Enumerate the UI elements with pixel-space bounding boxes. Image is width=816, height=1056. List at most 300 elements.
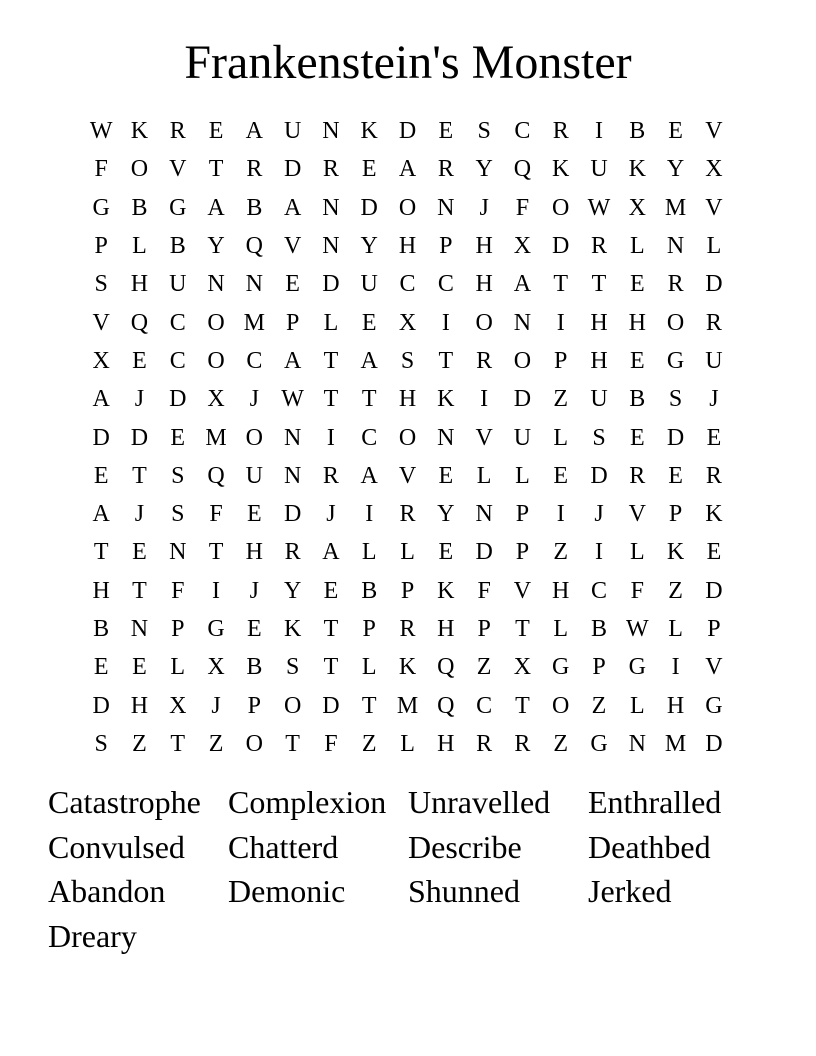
grid-letter: G	[666, 347, 685, 374]
grid-letter: Y	[283, 577, 302, 604]
grid-letter: C	[169, 347, 186, 374]
grid-letter: K	[437, 577, 455, 604]
grid-letter: R	[476, 730, 493, 757]
grid-letter: W	[625, 616, 649, 642]
grid-letter: G	[628, 654, 646, 681]
grid-letter: H	[437, 616, 455, 642]
word-list-item: Dreary	[48, 918, 137, 955]
grid-letter: Q	[245, 233, 263, 260]
grid-letter: T	[515, 616, 530, 642]
grid-letter: D	[322, 271, 340, 298]
grid-letter: J	[211, 692, 221, 719]
grid-letter: C	[361, 424, 378, 451]
grid-letter: E	[285, 271, 300, 298]
grid-letter: H	[590, 309, 608, 336]
grid-letter: H	[628, 309, 646, 336]
grid-letter: B	[169, 233, 186, 260]
grid-letter: G	[92, 194, 110, 221]
grid-letter: D	[169, 386, 187, 413]
grid-letter: S	[171, 462, 185, 489]
grid-letter: W	[281, 386, 304, 413]
grid-letter: E	[629, 271, 645, 298]
grid-letter: E	[438, 118, 454, 145]
grid-letter: F	[94, 156, 108, 183]
grid-letter: O	[207, 347, 225, 374]
grid-letter: E	[132, 347, 147, 374]
grid-letter: B	[246, 194, 263, 221]
grid-letter: D	[283, 501, 302, 528]
grid-letter: Y	[475, 156, 493, 183]
word-list-item: Complexion	[228, 784, 387, 820]
grid-letter: O	[245, 730, 263, 757]
grid-letter: F	[324, 730, 338, 757]
grid-letter: N	[628, 730, 646, 757]
grid-letter: D	[666, 424, 685, 451]
grid-letter: R	[399, 501, 416, 528]
grid-letter: U	[705, 347, 723, 374]
grid-letter: R	[476, 347, 493, 374]
grid-letter: O	[475, 309, 493, 336]
grid-letter: Z	[361, 730, 377, 757]
grid-letter: O	[513, 347, 532, 374]
grid-letter: I	[595, 539, 603, 566]
grid-letter: C	[399, 271, 416, 298]
grid-letter: R	[629, 462, 646, 489]
grid-letter: L	[323, 309, 339, 336]
grid-letter: H	[398, 386, 417, 413]
grid-letter: O	[207, 309, 225, 336]
grid-letter: T	[170, 730, 186, 757]
word-list-item: Shunned	[408, 873, 520, 910]
grid-letter: R	[667, 271, 684, 298]
grid-letter: P	[400, 577, 415, 604]
grid-letter: K	[705, 501, 723, 528]
grid-letter: E	[668, 118, 683, 145]
grid-letter: L	[706, 233, 722, 260]
grid-letter: J	[326, 501, 336, 528]
grid-letter: P	[285, 309, 300, 336]
grid-letter: T	[323, 386, 339, 413]
grid-letter: H	[130, 692, 149, 719]
grid-letter: E	[132, 654, 147, 681]
grid-letter: H	[666, 692, 685, 719]
grid-letter: P	[171, 616, 185, 642]
grid-letter: V	[628, 501, 646, 528]
grid-letter: O	[398, 424, 417, 451]
grid-letter: E	[706, 539, 722, 566]
grid-letter: I	[441, 309, 450, 336]
grid-letter: N	[245, 271, 263, 298]
grid-letter: V	[705, 654, 723, 681]
grid-letter: S	[668, 386, 683, 413]
grid-letter: E	[361, 156, 377, 183]
grid-letter: K	[360, 118, 378, 145]
grid-letter: J	[709, 386, 719, 413]
grid-letter: L	[629, 539, 645, 566]
grid-letter: U	[245, 462, 263, 489]
grid-letter: H	[92, 577, 110, 604]
grid-letter: A	[207, 194, 225, 221]
grid-letter: A	[360, 462, 378, 489]
word-list-item: Chatterd	[228, 828, 339, 865]
grid-letter: A	[283, 194, 302, 221]
grid-letter: X	[207, 386, 225, 413]
page-title: Frankenstein's Monster	[184, 36, 632, 89]
grid-letter: Y	[360, 233, 378, 260]
grid-letter: N	[283, 424, 302, 451]
grid-letter: V	[169, 156, 187, 183]
grid-letter: L	[361, 539, 377, 566]
grid-letter: H	[552, 577, 570, 604]
grid-letter: J	[249, 577, 259, 604]
grid-letter: O	[245, 424, 263, 451]
grid-letter: N	[437, 194, 455, 221]
grid-letter: E	[208, 118, 224, 145]
word-list-item: Jerked	[588, 873, 672, 910]
grid-letter: A	[360, 347, 378, 374]
grid-letter: K	[130, 118, 149, 145]
grid-letter: E	[361, 309, 377, 336]
word-list-item: Catastrophe	[48, 784, 201, 820]
grid-letter: L	[629, 233, 645, 260]
word-list	[48, 780, 768, 959]
grid-letter: T	[132, 462, 147, 489]
grid-letter: O	[130, 156, 149, 183]
grid-letter: E	[438, 539, 454, 566]
grid-letter: S	[285, 654, 300, 681]
grid-letter: H	[398, 233, 417, 260]
grid-letter: S	[94, 730, 108, 757]
grid-letter: K	[552, 156, 570, 183]
grid-letter: N	[130, 616, 149, 642]
grid-letter: Q	[437, 692, 455, 719]
word-list-item: Deathbed	[588, 828, 711, 865]
grid-letter: P	[668, 501, 683, 528]
grid-letter: V	[398, 462, 417, 489]
grid-letter: P	[439, 233, 453, 260]
grid-letter: R	[591, 233, 608, 260]
grid-letter: E	[247, 616, 262, 642]
grid-letter: R	[169, 118, 186, 145]
grid-letter: X	[513, 654, 532, 681]
grid-letter: T	[93, 539, 109, 566]
word-list-item: Abandon	[48, 873, 166, 910]
grid-letter: K	[628, 156, 646, 183]
grid-letter: E	[170, 424, 186, 451]
grid-letter: D	[398, 118, 417, 145]
grid-letter: C	[246, 347, 263, 374]
grid-letter: N	[513, 309, 532, 336]
grid-letter: L	[515, 462, 530, 489]
grid-letter: V	[705, 194, 723, 221]
grid-letter: L	[400, 539, 415, 566]
grid-letter: X	[92, 347, 110, 374]
grid-letter: N	[283, 462, 302, 489]
grid-letter: T	[591, 271, 607, 298]
grid-letter: P	[515, 501, 530, 528]
grid-letter: L	[132, 233, 147, 260]
grid-letter: L	[553, 616, 569, 642]
grid-letter: P	[707, 616, 721, 642]
grid-letter: T	[361, 692, 377, 719]
grid-letter: Z	[132, 730, 147, 757]
grid-letter: P	[362, 616, 376, 642]
grid-letter: I	[595, 118, 603, 145]
grid-letter: B	[246, 654, 263, 681]
grid-letter: T	[323, 654, 339, 681]
grid-letter: U	[360, 271, 378, 298]
grid-letter: O	[552, 692, 570, 719]
grid-letter: M	[243, 309, 265, 336]
grid-letter: X	[207, 654, 225, 681]
word-list-item: Unravelled	[408, 784, 551, 820]
grid-letter: H	[437, 730, 455, 757]
grid-letter: F	[515, 194, 530, 221]
grid-letter: G	[169, 194, 187, 221]
grid-letter: A	[92, 386, 110, 413]
word-list-item: Describe	[408, 828, 522, 865]
grid-letter: Q	[437, 654, 455, 681]
grid-letter: O	[398, 194, 417, 221]
grid-letter: F	[477, 577, 491, 604]
grid-letter: N	[207, 271, 225, 298]
grid-letter: F	[209, 501, 223, 528]
grid-letter: C	[514, 118, 531, 145]
grid-letter: M	[664, 730, 687, 757]
grid-letter: W	[587, 194, 611, 221]
grid-letter: H	[245, 539, 263, 566]
grid-letter: P	[554, 347, 568, 374]
grid-letter: E	[93, 654, 109, 681]
grid-letter: J	[249, 386, 259, 413]
grid-letter: D	[92, 424, 110, 451]
grid-letter: I	[326, 424, 335, 451]
grid-letter: G	[705, 692, 723, 719]
grid-letter: Q	[207, 462, 225, 489]
grid-letter: K	[283, 616, 302, 642]
grid-letter: D	[705, 730, 723, 757]
grid-letter: E	[629, 347, 645, 374]
grid-letter: I	[365, 501, 374, 528]
grid-letter: P	[94, 233, 108, 260]
grid-letter: W	[89, 118, 113, 145]
grid-letter: L	[476, 462, 492, 489]
grid-letter: P	[247, 692, 262, 719]
grid-letter: B	[591, 616, 608, 642]
grid-letter: M	[205, 424, 227, 451]
grid-letter: E	[438, 462, 454, 489]
grid-letter: T	[285, 730, 300, 757]
grid-letter: N	[475, 501, 493, 528]
grid-letter: C	[169, 309, 186, 336]
grid-letter: R	[322, 156, 339, 183]
grid-letter: I	[671, 654, 680, 681]
grid-letter: B	[629, 386, 646, 413]
grid-letter: X	[513, 233, 532, 260]
grid-letter: A	[513, 271, 532, 298]
grid-letter: H	[475, 271, 493, 298]
grid-letter: X	[705, 156, 723, 183]
grid-letter: Q	[513, 156, 532, 183]
grid-letter: L	[668, 616, 683, 642]
grid-letter: D	[360, 194, 378, 221]
grid-letter: Z	[553, 539, 569, 566]
grid-letter: S	[171, 501, 185, 528]
grid-letter: C	[437, 271, 454, 298]
grid-letter: I	[556, 309, 565, 336]
grid-letter: Z	[208, 730, 224, 757]
grid-letter: N	[169, 539, 187, 566]
grid-letter: R	[514, 730, 531, 757]
grid-letter: U	[590, 386, 608, 413]
grid-letter: N	[322, 118, 340, 145]
grid-letter: L	[400, 730, 415, 757]
grid-letter: T	[208, 539, 224, 566]
grid-letter: H	[475, 233, 493, 260]
grid-letter: D	[590, 462, 608, 489]
grid-letter: R	[552, 118, 569, 145]
grid-letter: D	[705, 271, 723, 298]
grid-letter: R	[437, 156, 454, 183]
grid-letter: A	[322, 539, 340, 566]
grid-letter: G	[207, 616, 225, 642]
grid-letter: Y	[207, 233, 225, 260]
grid-letter: E	[323, 577, 339, 604]
grid-letter: T	[132, 577, 147, 604]
grid-letter: Z	[553, 730, 569, 757]
grid-letter: A	[92, 501, 110, 528]
grid-letter: N	[322, 233, 340, 260]
grid-letter: U	[590, 156, 608, 183]
grid-letter: F	[171, 577, 185, 604]
grid-letter: A	[283, 347, 302, 374]
grid-letter: M	[664, 194, 687, 221]
grid-letter: B	[361, 577, 378, 604]
word-list-item: Enthralled	[588, 784, 722, 820]
grid-letter: N	[322, 194, 340, 221]
grid-letter: R	[705, 309, 722, 336]
grid-letter: I	[480, 386, 489, 413]
letter-grid	[82, 112, 733, 763]
grid-letter: X	[628, 194, 646, 221]
grid-letter: D	[475, 539, 493, 566]
grid-letter: U	[169, 271, 187, 298]
grid-letter: A	[398, 156, 417, 183]
grid-letter: S	[94, 271, 108, 298]
grid-letter: T	[323, 347, 339, 374]
grid-letter: N	[437, 424, 455, 451]
grid-letter: U	[513, 424, 532, 451]
grid-letter: P	[515, 539, 530, 566]
grid-letter: D	[322, 692, 340, 719]
grid-letter: T	[361, 386, 377, 413]
grid-letter: O	[283, 692, 302, 719]
grid-letter: J	[594, 501, 604, 528]
grid-letter: D	[705, 577, 723, 604]
grid-letter: V	[283, 233, 302, 260]
grid-letter: Z	[476, 654, 492, 681]
grid-letter: R	[284, 539, 301, 566]
grid-letter: Q	[130, 309, 149, 336]
grid-letter: N	[666, 233, 685, 260]
grid-letter: D	[513, 386, 532, 413]
grid-letter: S	[477, 118, 491, 145]
grid-letter: B	[629, 118, 646, 145]
grid-letter: F	[630, 577, 644, 604]
word-list-item: Convulsed	[48, 828, 185, 865]
grid-letter: T	[553, 271, 569, 298]
grid-letter: B	[93, 616, 110, 642]
grid-letter: J	[134, 386, 145, 413]
grid-letter: U	[283, 118, 302, 145]
grid-letter: D	[130, 424, 149, 451]
grid-letter: R	[246, 156, 263, 183]
grid-letter: J	[479, 194, 489, 221]
grid-letter: P	[477, 616, 491, 642]
grid-letter: D	[92, 692, 110, 719]
grid-letter: E	[629, 424, 645, 451]
grid-letter: E	[132, 539, 147, 566]
grid-letter: L	[361, 654, 377, 681]
grid-letter: S	[400, 347, 415, 374]
grid-letter: O	[666, 309, 685, 336]
grid-letter: V	[705, 118, 723, 145]
grid-letter: P	[592, 654, 606, 681]
grid-letter: Y	[437, 501, 455, 528]
grid-letter: Z	[591, 692, 607, 719]
grid-letter: E	[706, 424, 722, 451]
grid-letter: L	[170, 654, 186, 681]
grid-letter: K	[666, 539, 685, 566]
grid-letter: V	[92, 309, 110, 336]
grid-letter: T	[323, 616, 339, 642]
grid-letter: M	[396, 692, 419, 719]
grid-letter: K	[437, 386, 455, 413]
grid-letter: S	[592, 424, 606, 451]
grid-letter: E	[93, 462, 109, 489]
grid-letter: G	[552, 654, 570, 681]
grid-letter: R	[322, 462, 339, 489]
grid-letter: X	[169, 692, 187, 719]
grid-letter: H	[130, 271, 149, 298]
grid-letter: E	[553, 462, 569, 489]
grid-letter: T	[515, 692, 530, 719]
grid-letter: Y	[666, 156, 685, 183]
grid-letter: Z	[668, 577, 683, 604]
grid-letter: D	[283, 156, 302, 183]
grid-letter: R	[399, 616, 416, 642]
grid-letter: C	[476, 692, 493, 719]
grid-letter: A	[245, 118, 263, 145]
grid-letter: D	[552, 233, 570, 260]
grid-letter: L	[553, 424, 569, 451]
grid-letter: I	[212, 577, 221, 604]
grid-letter: K	[398, 654, 417, 681]
grid-letter: C	[591, 577, 608, 604]
grid-letter: X	[398, 309, 417, 336]
grid-letter: E	[247, 501, 262, 528]
grid-letter: E	[668, 462, 683, 489]
grid-letter: V	[513, 577, 532, 604]
grid-letter: L	[629, 692, 645, 719]
grid-letter: J	[134, 501, 145, 528]
grid-letter: G	[590, 730, 608, 757]
grid-letter: T	[208, 156, 224, 183]
grid-letter: V	[475, 424, 493, 451]
word-list-item: Demonic	[228, 873, 346, 910]
grid-letter: O	[552, 194, 570, 221]
grid-letter: I	[556, 501, 565, 528]
